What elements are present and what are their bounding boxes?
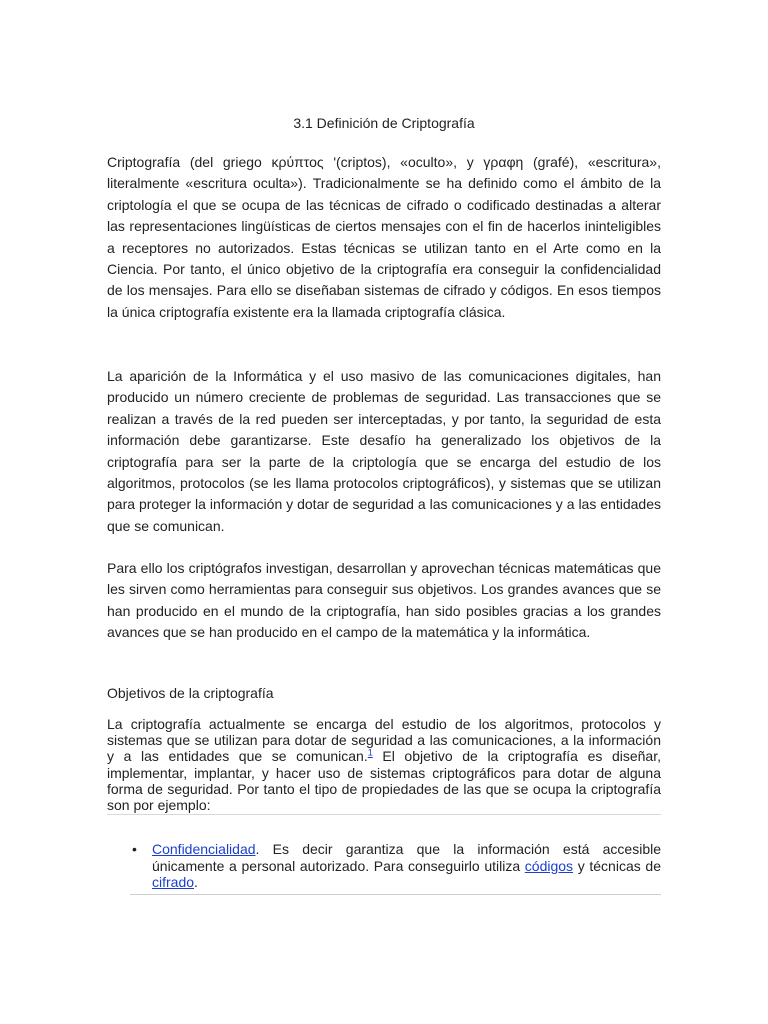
list-item-confidentiality — [132, 841, 661, 891]
paragraph-definition: Criptografía (del griego κρύπτος '(criptos), «oculto», y γραφη (grafé), «escritura», literalmente «escritura oculta»). Tradicionalmente se ha definido como el ámbito de la criptología el que se ocupa de las técnicas de cifrado o codificado destinadas a alterar las representaciones lingüísticas de ciertos mensajes con el fin de hacerlos ininteligibles a receptores no autorizados. Estas técnicas se utilizan tanto en el Arte como en la Ciencia. Por tanto, el único objetivo de la criptografía era conseguir la confidencialidad de los mensajes. Para ello se diseñaban sistemas de cifrado y códigos. En esos tiempos la única criptografía existente era la llamada criptografía clásica. — [107, 154, 661, 320]
divider — [107, 814, 661, 815]
bullet-text-1: . Es decir garantiza que la información está accesible únicamente a personal autorizado. Para conseguirlo utiliza — [152, 841, 661, 874]
link-codigos[interactable]: códigos — [524, 857, 574, 874]
objectives-text-end: El objetivo de la criptografía es diseñar, implementar, implantar, y hacer uso de sistemas criptográficos para dotar de alguna forma de seguridad. Por tanto el tipo de propiedades de las que se ocupa la criptografía son por ejemplo: — [107, 748, 661, 814]
paragraph-cryptographers: Para ello los criptógrafos investigan, desarrollan y aprovechan técnicas matemáticas que les sirven como herramientas para conseguir sus objetivos. Los grandes avances que se han producido en el mundo de la criptografía, han sido posibles gracias a los grandes avances que se han producido en el campo de la matemática y la informática. — [107, 560, 661, 641]
objectives-text-start: La criptografía actualmente se encarga del estudio de los algoritmos, protocolos y sistemas que se utilizan para dotar de seguridad a las comunicaciones, a la información y a las entidades que se comunican. — [107, 716, 661, 765]
paragraph-informatics: La aparición de la Informática y el uso masivo de las comunicaciones digitales, han producido un número creciente de problemas de seguridad. Las transacciones que se realizan a través de la red pueden ser interceptadas, y por tanto, la seguridad de esta información debe garantizarse. Este desafío ha generalizado los objetivos de la criptografía para ser la parte de la criptología que se encarga del estudio de los algoritmos, protocolos (se les llama protocolos criptográficos), y sistemas que se utilizan para proteger la información y dotar de seguridad a las comunicaciones y a las entidades que se comunican. — [107, 368, 661, 534]
paragraph-objectives — [107, 716, 661, 813]
section-title: 3.1 Definición de Criptografía — [293, 115, 475, 131]
bullet-text-3: . — [194, 874, 198, 890]
link-cifrado[interactable]: cifrado — [152, 874, 195, 890]
bullet-text-2: y técnicas de — [573, 857, 661, 874]
subheading-objectives: Objetivos de la criptografía — [107, 685, 274, 701]
link-confidencialidad[interactable]: Confidencialidad — [152, 841, 256, 857]
list-divider — [130, 894, 661, 895]
footnote-link[interactable]: 1 — [367, 747, 373, 758]
bullet-icon: • — [132, 841, 137, 857]
